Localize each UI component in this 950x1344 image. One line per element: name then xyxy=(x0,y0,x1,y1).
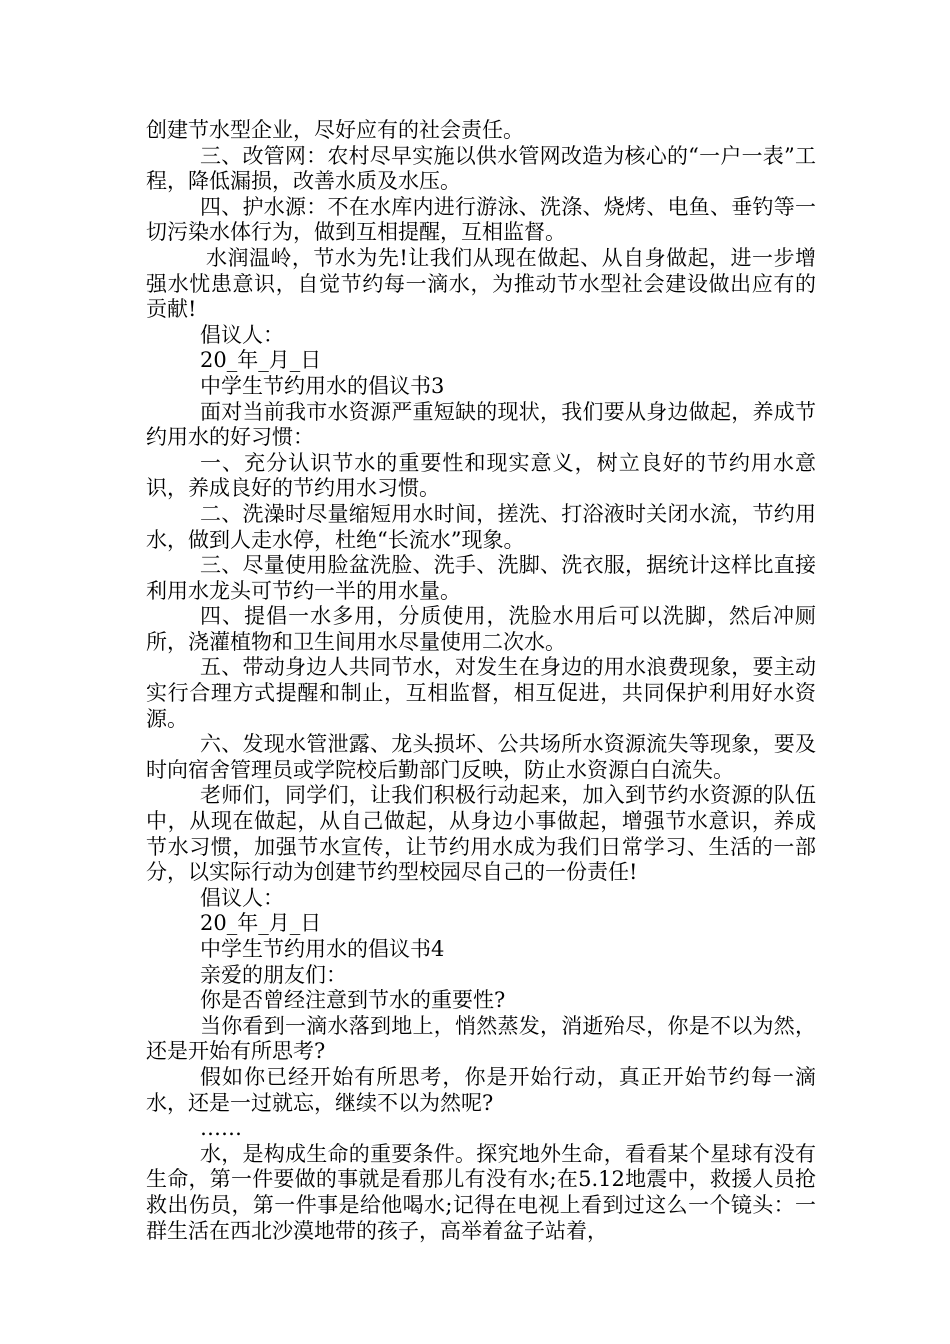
paragraph: 老师们，同学们，让我们积极行动起来，加入到节约水资源的队伍中，从现在做起，从自己做起，从身边小事做起，增强节水意识，养成节水习惯，加强节水宣传，让节约用水成为我们日常学习、生活的一部分，以实际行动为创建节约型校园尽自己的一份责任! xyxy=(146,783,816,885)
paragraph: 你是否曾经注意到节水的重要性? xyxy=(200,988,506,1013)
paragraph: 二、洗澡时尽量缩短用水时间，搓洗、打浴液时关闭水流，节约用水，做到人走水停，杜绝“长流水”现象。 xyxy=(146,501,816,552)
date-line: 20_年_月_日 xyxy=(200,911,322,936)
ellipsis-line: …… xyxy=(200,1116,242,1141)
paragraph: 面对当前我市水资源严重短缺的现状，我们要从身边做起，养成节约用水的好习惯： xyxy=(146,399,816,450)
paragraph: 四、提倡一水多用，分质使用，洗脸水用后可以洗脚，然后冲厕所，浇灌植物和卫生间用水尽量使用二次水。 xyxy=(146,604,816,654)
paragraph: 五、带动身边人共同节水，对发生在身边的用水浪费现象，要主动实行合理方式提醒和制止，互相监督，相互促进，共同保护利用好水资源。 xyxy=(146,655,816,731)
paragraph: 四、护水源：不在水库内进行游泳、洗涤、烧烤、电鱼、垂钓等一切污染水体行为，做到互相提醒，互相监督。 xyxy=(146,194,816,245)
paragraph: 假如你已经开始有所思考，你是开始行动，真正开始节约每一滴水，还是一过就忘，继续不以为然呢? xyxy=(146,1064,816,1115)
paragraph: 三、尽量使用脸盆洗脸、洗手、洗脚、洗衣服，据统计这样比直接利用水龙头可节约一半的用水量。 xyxy=(146,553,816,603)
document-page xyxy=(146,118,816,1244)
paragraph: 当你看到一滴水落到地上，悄然蒸发，消逝殆尽，你是不以为然，还是开始有所思考? xyxy=(146,1013,816,1064)
paragraph: 六、发现水管泄露、龙头损坏、公共场所水资源流失等现象，要及时向宿舍管理员或学院校后勤部门反映，防止水资源白白流失。 xyxy=(146,732,816,782)
paragraph: 水，是构成生命的重要条件。探究地外生命，看看某个星球有没有生命，第一件要做的事就是看那儿有没有水;在5.12地震中，救援人员抢救出伤员，第一件事是给他喝水;记得在电视上看到过这么一个镜头：一群生活在西北沙漠地带的孩子，高举着盆子站着， xyxy=(146,1141,816,1243)
signature-label: 倡议人： xyxy=(200,885,284,910)
section-title: 中学生节约用水的倡议书3 xyxy=(200,373,445,398)
paragraph: 水润温岭，节水为先!让我们从现在做起、从自身做起，进一步增强水忧患意识，自觉节约每一滴水，为推动节水型社会建设做出应有的贡献! xyxy=(146,245,816,322)
section-title: 中学生节约用水的倡议书4 xyxy=(200,937,445,961)
signature-label: 倡议人： xyxy=(200,322,284,347)
salutation: 亲爱的朋友们： xyxy=(200,962,347,987)
date-line: 20_年_月_日 xyxy=(200,348,322,373)
paragraph: 三、改管网：农村尽早实施以供水管网改造为核心的“一户一表”工程，降低漏损，改善水质及水压。 xyxy=(146,143,816,194)
paragraph: 创建节水型企业，尽好应有的社会责任。 xyxy=(146,118,524,142)
paragraph: 一、充分认识节水的重要性和现实意义，树立良好的节约用水意识，养成良好的节约用水习惯。 xyxy=(146,450,816,501)
